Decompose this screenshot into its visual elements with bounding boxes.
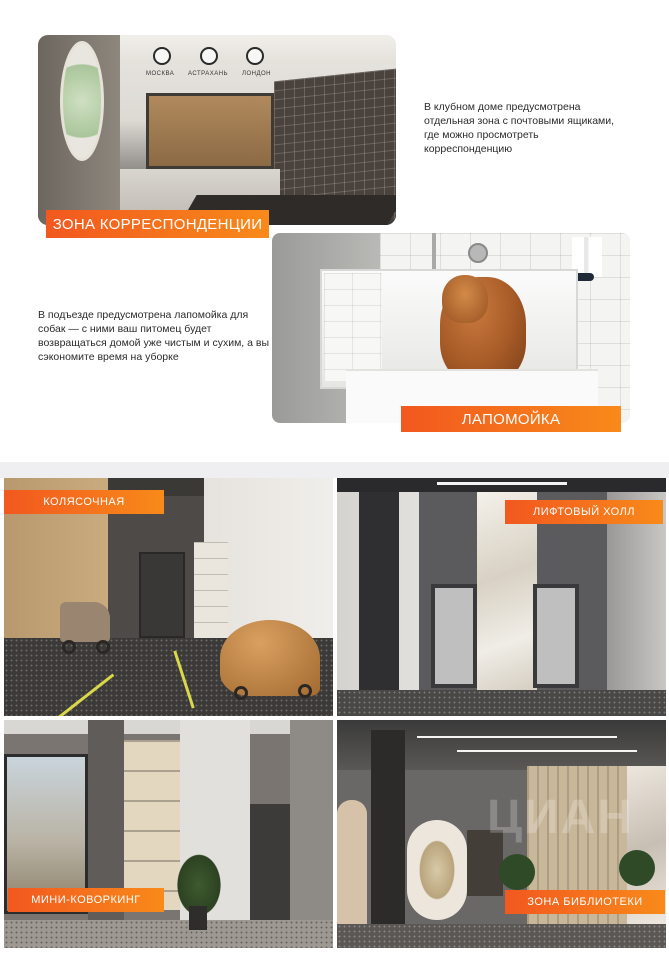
clock-label: МОСКВА bbox=[146, 71, 175, 77]
plant-icon bbox=[619, 850, 655, 886]
door bbox=[139, 552, 185, 638]
paw-wash-photo bbox=[272, 233, 630, 423]
shower-head-icon bbox=[468, 243, 488, 263]
clock-icon bbox=[200, 47, 218, 65]
right-wall bbox=[607, 492, 666, 716]
bookshelf bbox=[124, 740, 180, 910]
reception-decor bbox=[407, 820, 467, 920]
stroller bbox=[60, 602, 110, 642]
elevator-door bbox=[533, 584, 579, 688]
plant-pot bbox=[189, 906, 207, 930]
terrazzo-floor bbox=[337, 924, 666, 948]
section-separator bbox=[0, 462, 669, 478]
watermark: ЦИАН bbox=[487, 791, 634, 844]
clock-label: АСТРАХАНЬ bbox=[188, 71, 229, 77]
ceiling bbox=[4, 720, 333, 734]
gallery-tile-library bbox=[337, 720, 666, 948]
clock-icon bbox=[246, 47, 264, 65]
dog-head bbox=[442, 275, 488, 323]
ceiling bbox=[337, 478, 666, 492]
stroller-wheel bbox=[62, 640, 76, 654]
right-wall bbox=[290, 720, 333, 948]
terrazzo-floor bbox=[4, 920, 333, 948]
paw-wash-tag: ЛАПОМОЙКА bbox=[401, 406, 621, 432]
paw-wash-caption: В подъезде предусмотрена лапомойка для собак — с ними ваш питомец будет возвращаться домой уже чистым и сухим, а вы сэкономите время на уборке bbox=[38, 309, 269, 363]
gallery-tile-stroller bbox=[4, 478, 333, 716]
gallery-tag-coworking: МИНИ-КОВОРКИНГ bbox=[8, 888, 164, 912]
door bbox=[250, 804, 290, 934]
plant-icon bbox=[499, 854, 535, 890]
dark-portal bbox=[371, 730, 405, 940]
gallery-tile-lift bbox=[337, 478, 666, 716]
ceiling-light bbox=[457, 750, 637, 752]
ceiling-light bbox=[417, 736, 617, 738]
clock-label: ЛОНДОН bbox=[242, 71, 272, 77]
mail-zone-tag: ЗОНА КОРРЕСПОНДЕНЦИИ bbox=[46, 210, 269, 238]
stroller-wheel bbox=[298, 684, 312, 698]
gallery-tag-library: ЗОНА БИБЛИОТЕКИ bbox=[505, 890, 665, 914]
dark-portal bbox=[359, 492, 399, 716]
gallery-tile-coworking bbox=[4, 720, 333, 948]
dark-wall bbox=[88, 720, 124, 948]
tub-side-wall bbox=[324, 273, 382, 381]
gallery-tag-lift: ЛИФТОВЫЙ ХОЛЛ bbox=[505, 500, 663, 524]
gallery-tag-stroller: КОЛЯСОЧНАЯ bbox=[4, 490, 164, 514]
shelf bbox=[194, 542, 228, 638]
clock-icon bbox=[153, 47, 171, 65]
terrazzo-floor bbox=[337, 690, 666, 716]
stroller-wheel bbox=[234, 686, 248, 700]
stroller-wheel bbox=[96, 640, 110, 654]
mail-zone-photo bbox=[38, 35, 396, 225]
wood-panel bbox=[146, 93, 274, 169]
ceiling-light bbox=[437, 482, 567, 485]
mail-zone-caption: В клубном доме предусмотрена отдельная зона с почтовыми ящиками, где можно просмотреть корреспонденцию bbox=[424, 101, 615, 155]
elevator-door bbox=[431, 584, 477, 688]
wall-map-decor bbox=[60, 41, 104, 161]
